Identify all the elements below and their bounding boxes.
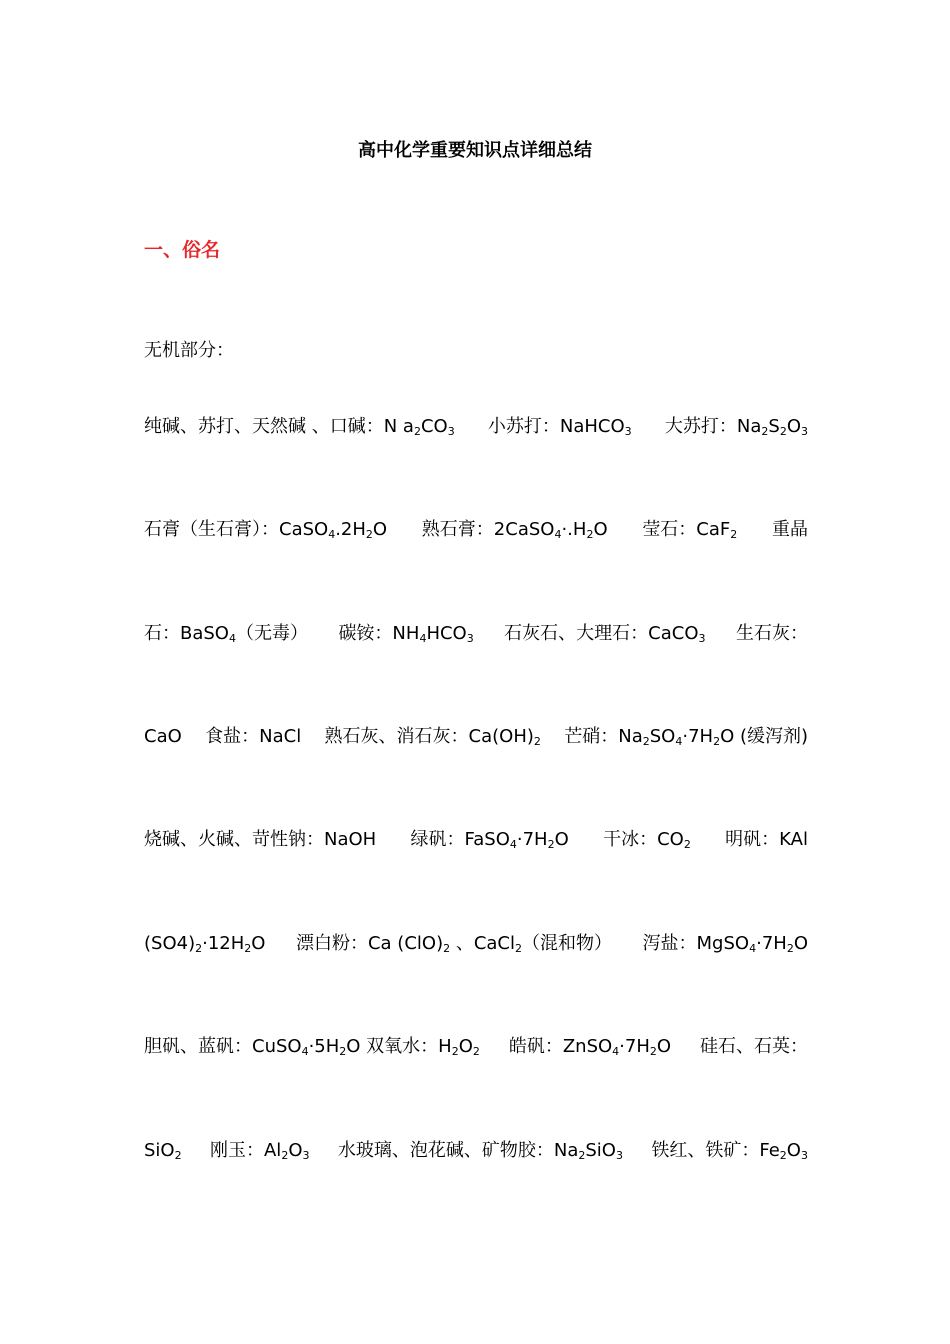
text-line-4 xyxy=(144,724,808,750)
line-segment: 刚玉：$Al_2O_3$ xyxy=(209,1140,310,1162)
line-segment: 熟石膏：$2CaSO_4\cdot.H_2O$ xyxy=(421,519,608,541)
text-line-3 xyxy=(144,621,808,647)
line-segment: 碳铵：$NH_4HCO_3$ xyxy=(338,623,474,645)
line-segment: 食盐：NaCl xyxy=(205,726,302,747)
line-segment: 石灰石、大理石：CaCO$_3$ xyxy=(504,623,706,645)
line-segment: 胆矾、蓝矾：$CuSO_4\cdot 5H_2O$ 双氧水：$H_2O_2$ xyxy=(144,1036,480,1058)
line-segment: 硅石、石英： xyxy=(699,1036,808,1057)
line-segment: 水玻璃、泡花碱、矿物胶：$Na_2SiO_3$ xyxy=(337,1140,623,1162)
subsection-inorganic: 无机部分： xyxy=(144,340,234,361)
line-segment: 明矾：KAl xyxy=(725,829,808,850)
line-segment: $(SO4)_2\cdot 12H_2O$ xyxy=(144,933,266,955)
line-segment: 皓矾：$ZnSO_4\cdot 7H_2O$ xyxy=(508,1036,672,1058)
line-segment: CaO xyxy=(144,726,182,747)
text-line-7 xyxy=(144,1034,808,1060)
line-segment: 小苏打：NaHCO$_3$ xyxy=(487,416,632,438)
line-segment: 重晶 xyxy=(771,519,808,540)
line-segment: 芒硝：$Na_2SO_4\cdot 7H_2O$ (缓泻剂) xyxy=(564,726,808,748)
section-heading-common-names: 一、俗名 xyxy=(144,239,221,261)
line-segment: 生石灰： xyxy=(735,623,808,644)
line-segment: 大苏打：$Na_2S_2O_3$ xyxy=(664,416,808,438)
text-line-2 xyxy=(144,517,808,543)
line-segment: 石：BaSO$_4$（无毒） xyxy=(144,623,308,645)
text-line-1 xyxy=(144,414,808,440)
line-segment: 绿矾：$FaSO_4\cdot 7H_2O$ xyxy=(410,829,569,851)
line-segment: 烧碱、火碱、苛性钠：NaOH xyxy=(144,829,377,850)
line-segment: 石膏（生石膏）：$CaSO_4.2H_2O$ xyxy=(144,519,388,541)
text-line-8 xyxy=(144,1138,808,1164)
line-segment: 纯碱、苏打、天然碱 、口碱：N $a_2CO_3$ xyxy=(144,416,455,438)
text-line-6 xyxy=(144,931,808,957)
line-segment: 熟石灰、消石灰：$Ca(OH)_2$ xyxy=(324,726,541,748)
line-segment: 干冰：$CO_2$ xyxy=(603,829,691,851)
line-segment: 铁红、铁矿：$Fe_2O_3$ xyxy=(651,1140,808,1162)
line-segment: 莹石：CaF$_2$ xyxy=(642,519,738,541)
document-title: 高中化学重要知识点详细总结 xyxy=(358,140,592,161)
line-segment: 泻盐：$MgSO_4\cdot 7H_2O$ xyxy=(642,933,808,955)
text-line-5 xyxy=(144,827,808,853)
line-segment: 漂白粉：Ca $(ClO)_2$ 、CaCl$_2$（混和物） xyxy=(295,933,612,955)
line-segment: SiO$_2$ xyxy=(144,1140,182,1162)
